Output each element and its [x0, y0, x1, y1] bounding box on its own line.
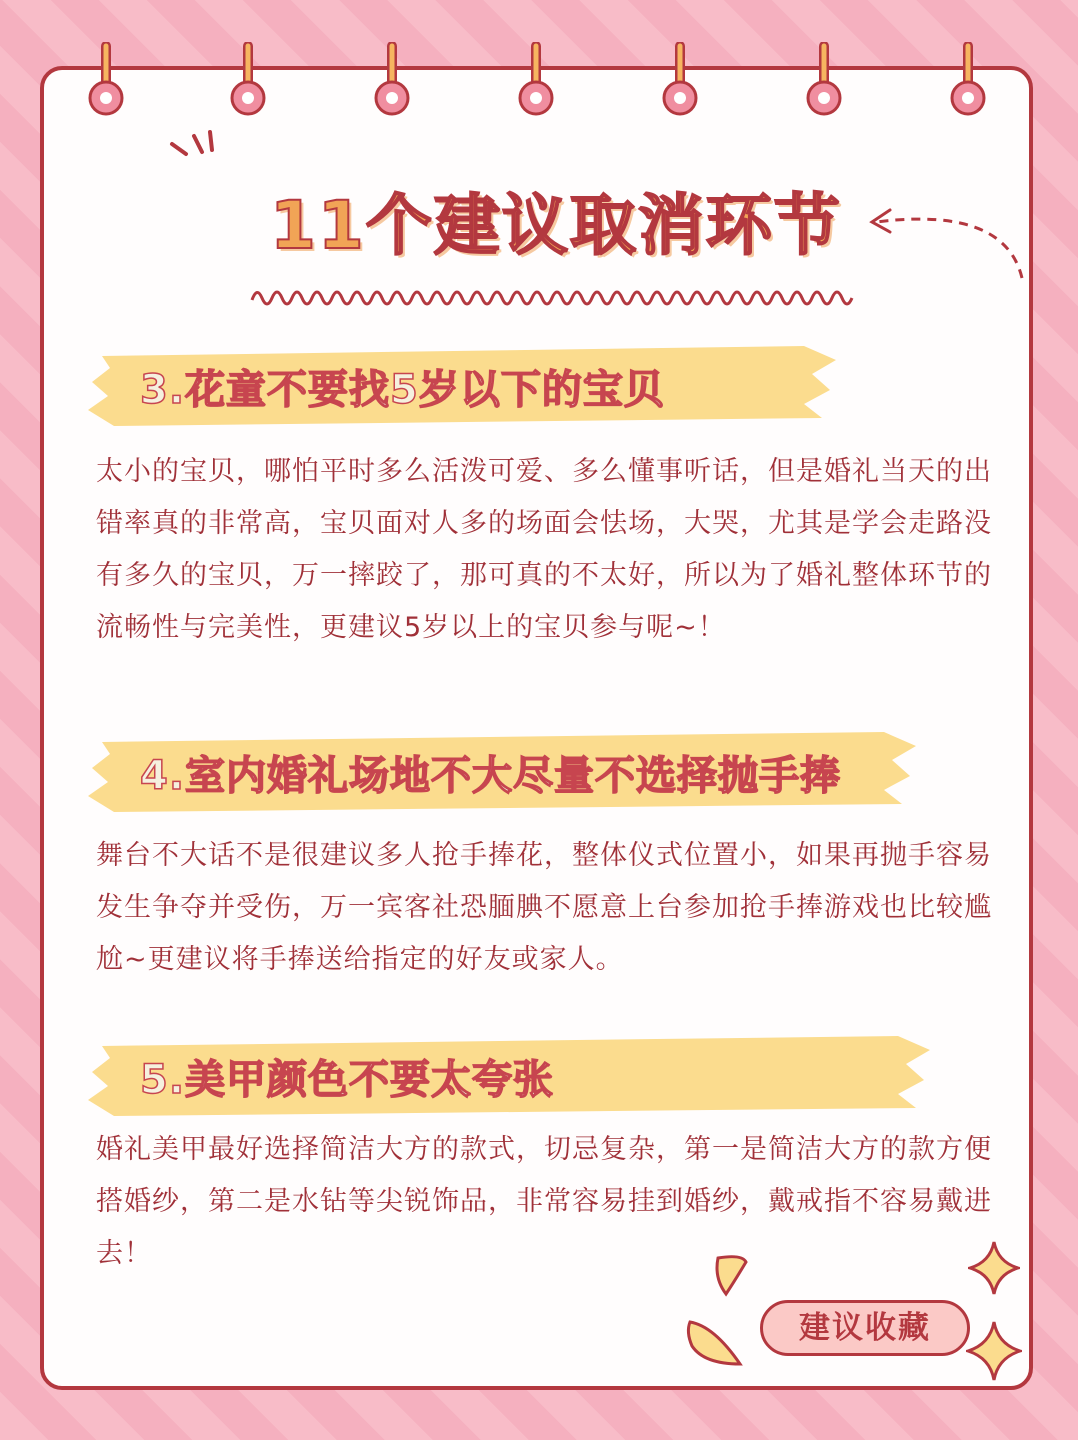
- yellow-petal-icon: [712, 1252, 752, 1300]
- yellow-petal-icon: [684, 1316, 746, 1372]
- binder-ring-icon: [516, 42, 556, 122]
- emphasis-dashes-icon: [166, 128, 226, 168]
- section-heading: 3.花童不要找5岁以下的宝贝: [140, 367, 665, 413]
- binder-ring-icon: [804, 42, 844, 122]
- section-paragraph: 太小的宝贝，哪怕平时多么活泼可爱、多么懂事听话，但是婚礼当天的出错率真的非常高，宝贝面对人多的场面会怯场，大哭，尤其是学会走路没有多久的宝贝，万一摔跤了，那可真的不太好，所以为了婚礼整体环节的流畅性与完美性，更建议5岁以上的宝贝参与呢~！: [96, 456, 992, 643]
- sparkle-icon: [966, 1320, 1022, 1382]
- binder-ring-icon: [86, 42, 126, 122]
- binder-ring-icon: [228, 42, 268, 122]
- section-heading: 4.室内婚礼场地不大尽量不选择抛手捧: [140, 753, 842, 799]
- section-paragraph: 婚礼美甲最好选择简洁大方的款式，切忌复杂，第一是简洁大方的款方便搭婚纱，第二是水钻等尖锐饰品，非常容易挂到婚纱，戴戒指不容易戴进去！: [96, 1134, 992, 1269]
- binder-ring-icon: [372, 42, 412, 122]
- binder-ring-icon: [948, 42, 988, 122]
- section-paragraph: 舞台不大话不是很建议多人抢手捧花，整体仪式位置小，如果再抛手容易发生争夺并受伤，万一宾客社恐腼腆不愿意上台参加抢手捧游戏也比较尴尬~更建议将手捧送给指定的好友或家人。: [96, 840, 992, 975]
- sparkle-icon: [968, 1240, 1020, 1296]
- binder-ring-icon: [660, 42, 700, 122]
- save-suggestion-button[interactable]: 建议收藏: [760, 1300, 970, 1356]
- wavy-line-icon: [248, 278, 860, 318]
- section-heading: 5.美甲颜色不要太夸张: [140, 1057, 555, 1103]
- page-title: 11个建议取消环节: [270, 187, 842, 264]
- dashed-arrow-icon: [862, 196, 1038, 292]
